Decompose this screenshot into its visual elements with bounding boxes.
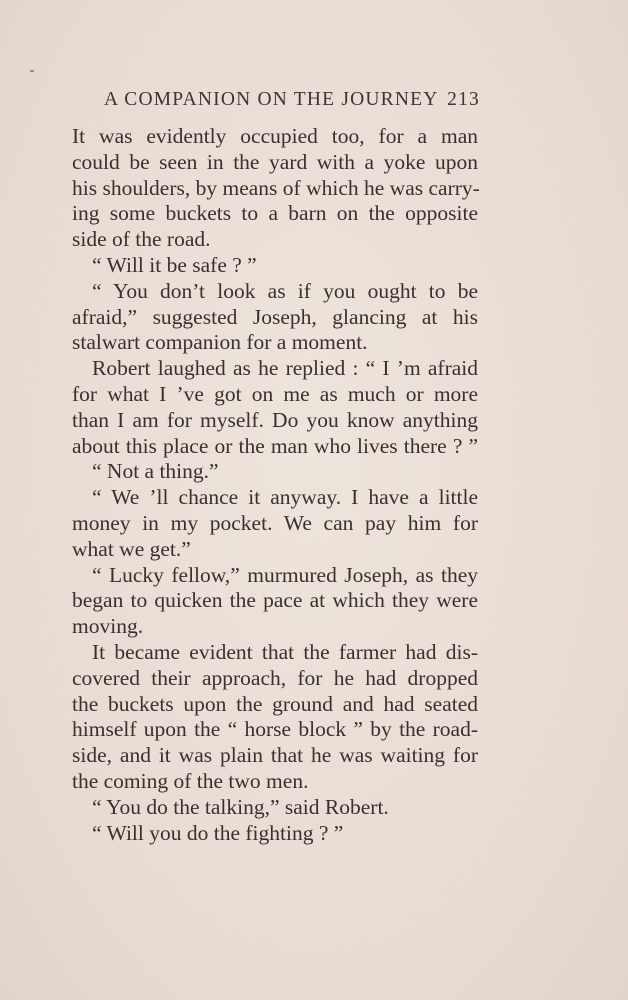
text-line: It was evidently occupied too, for a man [72, 124, 478, 148]
text-line: about this place or the man who lives there ? ” [72, 433, 478, 458]
page-mark [30, 70, 34, 72]
text-line: “ You do the talking,” said Robert. [92, 794, 389, 819]
text-line: “ We ’ll chance it anyway. I have a little [92, 485, 478, 510]
text-line: “ Not a thing.” [92, 459, 219, 484]
text-line: could be seen in the yard with a yoke upon [72, 149, 478, 174]
text-line: for what I ’ve got on me as much or more [72, 381, 478, 406]
text-line: than I am for myself. Do you know anything [72, 407, 478, 432]
page-number: 213 [447, 89, 480, 110]
text-line: side, and it was plain that he was waiting for [72, 743, 478, 768]
text-line: covered their approach, for he had dropped [72, 665, 478, 690]
text-line: “ Will it be safe ? ” [92, 252, 257, 277]
text-line: the buckets upon the ground and had seated [72, 691, 478, 716]
running-header-title: A COMPANION ON THE JOURNEY [104, 89, 439, 110]
text-line: stalwart companion for a moment. [72, 330, 368, 355]
text-line: moving. [72, 614, 144, 639]
text-line: “ You don’t look as if you ought to be [92, 278, 478, 303]
body-text [72, 124, 478, 846]
text-line: “ Lucky fellow,” murmured Joseph, as they [92, 562, 478, 587]
text-line: “ Will you do the fighting ? ” [92, 820, 344, 845]
text-line: his shoulders, by means of which he was carry- [72, 175, 480, 200]
text-line: afraid,” suggested Joseph, glancing at his [72, 304, 478, 329]
text-line: ing some buckets to a barn on the opposite [72, 201, 478, 226]
text-line: what we get.” [72, 536, 191, 561]
text-line: Robert laughed as he replied : “ I ’m afraid [92, 356, 478, 381]
text-line: side of the road. [72, 227, 211, 252]
text-line: It became evident that the farmer had dis- [92, 639, 478, 664]
text-line: the coming of the two men. [72, 768, 309, 793]
text-line: began to quicken the pace at which they were [72, 588, 478, 613]
text-line: money in my pocket. We can pay him for [72, 510, 478, 535]
running-header [104, 89, 480, 111]
text-line: himself upon the “ horse block ” by the road- [72, 717, 478, 742]
